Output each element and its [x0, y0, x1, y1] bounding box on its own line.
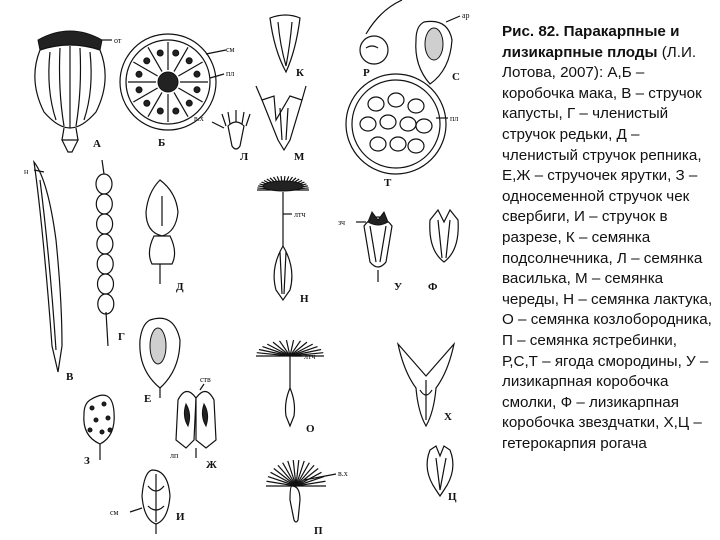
rapistrum-lomentum-drawing [146, 180, 178, 284]
label-lp: лп [170, 451, 179, 460]
lettuce-achene-drawing [257, 176, 309, 300]
pennycress-opened-drawing [176, 384, 216, 458]
currant-berry-drawing [360, 0, 402, 64]
label-K: К [296, 67, 304, 79]
label-D: Д [176, 281, 184, 293]
label-pl-b: пл [226, 69, 235, 78]
label-S: С [452, 71, 460, 83]
label-sm-b: см [226, 45, 235, 54]
poppy-cross-section-drawing [120, 34, 226, 130]
cabbage-silique-drawing [34, 162, 62, 372]
label-E: Е [144, 393, 152, 405]
figure-caption [502, 22, 714, 454]
caption-body: (Л.И. Лотова, 2007): А,Б – коробочка мака, В – стручок капусты, Г – членистый стручок редьки, Д – членистый стручок репника, Е,Ж – стручочек ярутки, З – односеменной стручок чек свербиги, И – стручок в разрезе, К – семянка подсолнечника, Л – семянка василька, М – семянка череды, Н – семянка лактука, О – семянка козлобородника, П – семянка ястребинки, Р,С,Т – ягода смородины, У – лизикарпная коробочка смолки, Ф – лизикарпная коробочка звездчатки, Х,Ц – гетерокарпия рогача [502, 43, 713, 452]
label-G: Г [118, 331, 125, 343]
radish-lomentum-drawing [96, 160, 114, 346]
label-I: И [176, 511, 185, 523]
label-F: Ф [428, 281, 438, 293]
silique-section-drawing [130, 470, 170, 534]
label-R: Р [363, 67, 370, 79]
pennycress-silicle-drawing [140, 318, 180, 398]
label-ar: ар [462, 11, 470, 20]
label-N: Н [300, 293, 309, 305]
currant-berry-section-drawing [346, 74, 448, 174]
heterocarp-fruit-drawing [427, 446, 453, 496]
label-P: П [314, 525, 323, 537]
label-A: А [93, 138, 101, 150]
cornflower-achene-drawing [212, 110, 250, 149]
label-Ts: Ц [448, 491, 457, 503]
label-Z: З [84, 455, 90, 467]
label-pl-t: пл [450, 114, 459, 123]
label-Kh: Х [444, 411, 452, 423]
sunflower-achene-drawing [270, 15, 300, 72]
label-M: М [294, 151, 305, 163]
label-V: В [66, 371, 74, 383]
poppy-capsule-drawing [35, 31, 112, 152]
label-ot: от [114, 36, 122, 45]
caption-title: Рис. 82. Паракарпные и лизикарпные плоды [502, 23, 680, 61]
label-stv: ств [200, 375, 211, 384]
label-n: н [24, 167, 29, 176]
bur-marigold-achene-drawing [256, 86, 306, 150]
label-zch: зч [338, 218, 346, 227]
label-vkh-l: в.х [194, 114, 204, 123]
chickweed-capsule-drawing [430, 210, 458, 262]
label-O: О [306, 423, 315, 435]
label-B: Б [158, 137, 166, 149]
viscaria-capsule-drawing [356, 212, 392, 282]
label-sm-i: см [110, 508, 119, 517]
label-ltch-n: лтч [294, 210, 306, 219]
label-L: Л [240, 151, 249, 163]
label-ltch-o: лтч [304, 352, 316, 361]
label-U: У [394, 281, 403, 293]
hawkweed-achene-drawing [266, 460, 336, 522]
label-vkh-p: в.х [338, 469, 348, 478]
bunias-silicle-drawing [84, 395, 114, 460]
label-T: Т [384, 177, 392, 189]
label-Zh: Ж [206, 459, 217, 471]
